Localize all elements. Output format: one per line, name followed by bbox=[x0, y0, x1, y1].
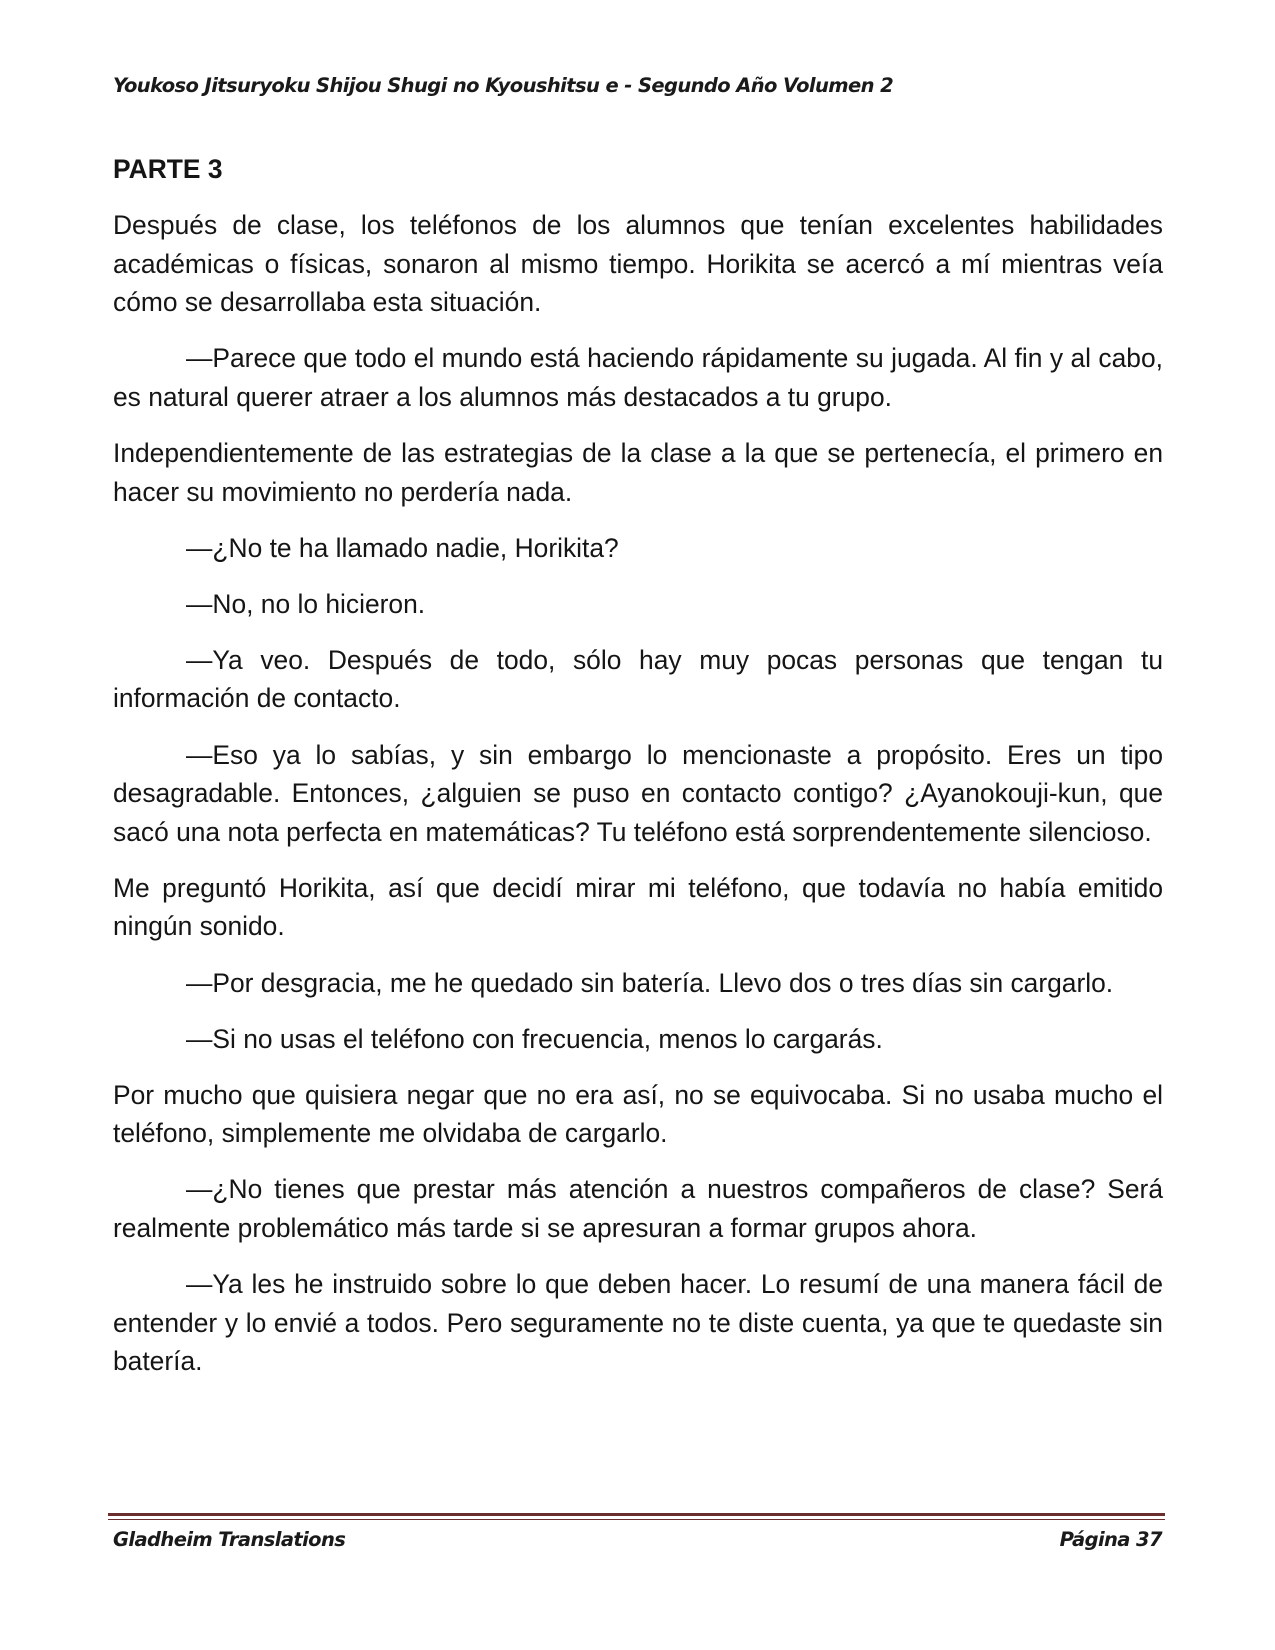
section-title: PARTE 3 bbox=[113, 154, 223, 184]
paragraph-narration: Por mucho que quisiera negar que no era así, no se equivocaba. Si no usaba mucho el teléfono, simplemente me olvidaba de cargarlo. bbox=[113, 1079, 1163, 1149]
paragraph-dialog: —Ya les he instruido sobre lo que deben hacer. Lo resumí de una manera fácil de entender y lo envié a todos. Pero seguramente no te diste cuenta, ya que te quedaste sin batería. bbox=[113, 1269, 1163, 1377]
page-number: Página 37 bbox=[1059, 1528, 1162, 1551]
footer-rule bbox=[108, 1513, 1165, 1516]
paragraph-dialog: —¿No tienes que prestar más atención a nuestros compañeros de clase? Será realmente problemático más tarde si se apresuran a formar grupos ahora. bbox=[113, 1174, 1163, 1243]
footer-translator: Gladheim Translations bbox=[113, 1528, 346, 1551]
page-body bbox=[113, 150, 1163, 1381]
paragraph-dialog: —No, no lo hicieron. bbox=[186, 588, 426, 619]
footer-rule-thin bbox=[108, 1519, 1165, 1520]
paragraph-narration: Independientemente de las estrategias de la clase a la que se pertenecía, el primero en hacer su movimiento no perdería nada. bbox=[113, 437, 1163, 507]
paragraph-dialog: —¿No te ha llamado nadie, Horikita? bbox=[186, 532, 619, 563]
paragraph-narration: Me preguntó Horikita, así que decidí mirar mi teléfono, que todavía no había emitido ningún sonido. bbox=[113, 872, 1163, 942]
paragraph-dialog: —Si no usas el teléfono con frecuencia, menos lo cargarás. bbox=[186, 1023, 883, 1054]
paragraph-dialog: —Eso ya lo sabías, y sin embargo lo mencionaste a propósito. Eres un tipo desagradable. Entonces, ¿alguien se puso en contacto contigo? ¿Ayanokouji-kun, que sacó una nota perfecta en matemáticas? Tu teléfono está sorprendentemente silencioso. bbox=[113, 739, 1163, 847]
paragraph-dialog: —Ya veo. Después de todo, sólo hay muy pocas personas que tengan tu información de contacto. bbox=[113, 644, 1163, 714]
paragraph-dialog: —Parece que todo el mundo está haciendo rápidamente su jugada. Al fin y al cabo, es natural querer atraer a los alumnos más destacados a tu grupo. bbox=[113, 343, 1163, 412]
paragraph-narration: Después de clase, los teléfonos de los alumnos que tenían excelentes habilidades académicas o físicas, sonaron al mismo tiempo. Horikita se acercó a mí mientras veía cómo se desarrollaba esta situación. bbox=[113, 210, 1163, 318]
running-header: Youkoso Jitsuryoku Shijou Shugi no Kyoushitsu e - Segundo Año Volumen 2 bbox=[113, 74, 894, 97]
paragraph-dialog: —Por desgracia, me he quedado sin batería. Llevo dos o tres días sin cargarlo. bbox=[186, 967, 1114, 998]
